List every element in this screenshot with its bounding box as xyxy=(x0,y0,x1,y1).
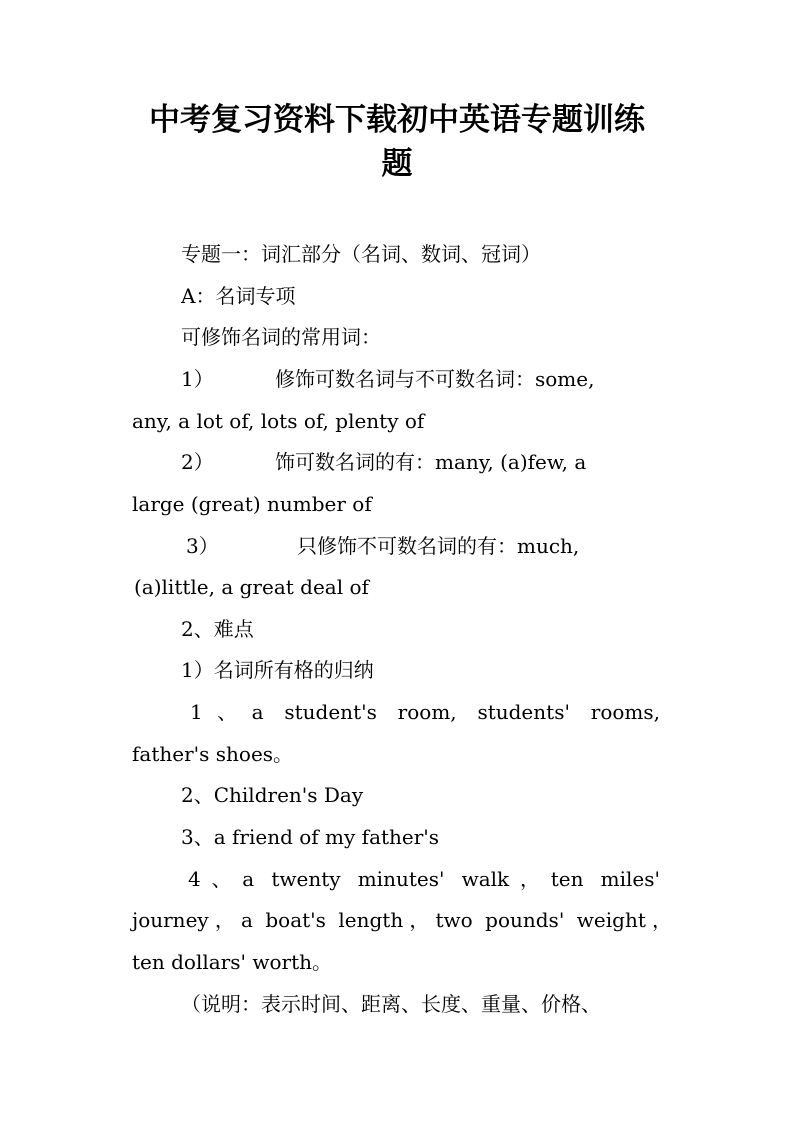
item-1-text: 修饰可数名词与不可数名词：some, xyxy=(275,367,595,391)
item-1-continuation: any, a lot of, lots of, plenty of xyxy=(132,409,425,433)
title-line-2: 题 xyxy=(381,146,413,182)
title-line-1: 中考复习资料下载初中英语专题训练 xyxy=(149,102,645,138)
list-marker-2: 2） xyxy=(181,450,214,474)
example-4-text: 4、a twenty minutes' walk，ten miles' xyxy=(188,867,660,891)
example-1-continuation: father's shoes。 xyxy=(132,742,294,766)
paragraph-difficulties: 2、难点 xyxy=(181,617,254,641)
list-marker-3: 3） xyxy=(186,534,219,558)
paragraph-noun-section: A：名词专项 xyxy=(181,284,296,308)
paragraph-note: （说明：表示时间、距离、长度、重量、价格、 xyxy=(181,992,601,1016)
example-3-text: 3、a friend of my father's xyxy=(181,825,440,849)
example-1-text: 1、a student's room, students' rooms, xyxy=(190,700,660,724)
item-3-text: 只修饰不可数名词的有：much, xyxy=(297,534,580,558)
item-2-text: 饰可数名词的有：many, (a)few, a xyxy=(275,450,587,474)
paragraph-possessive-heading: 1）名词所有格的归纳 xyxy=(181,658,374,682)
item-3-continuation: (a)little, a great deal of xyxy=(134,575,369,599)
document-title xyxy=(120,98,674,186)
paragraph-topic-heading: 专题一：词汇部分（名词、数词、冠词） xyxy=(181,242,541,266)
example-2-text: 2、Children's Day xyxy=(181,783,364,807)
paragraph-modifiers-intro: 可修饰名词的常用词： xyxy=(181,325,381,349)
list-marker-1: 1） xyxy=(181,367,214,391)
item-2-continuation: large (great) number of xyxy=(132,492,372,516)
example-4-end: ten dollars' worth。 xyxy=(132,950,332,974)
example-4-continuation: journey，a boat's length，two pounds' weight， xyxy=(132,908,672,932)
